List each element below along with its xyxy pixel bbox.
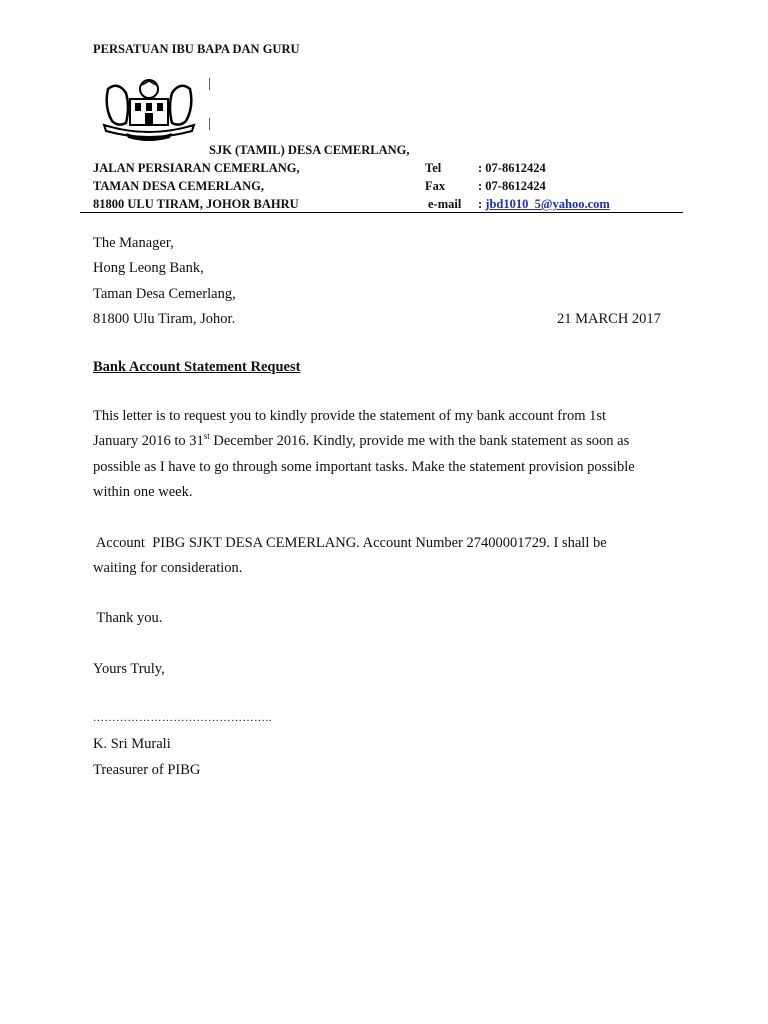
subject-heading: Bank Account Statement Request [93, 359, 301, 375]
crest-icon [98, 75, 200, 141]
paragraph-line: This letter is to request you to kindly provide the statement of my bank account from 1st [93, 408, 607, 424]
email-label: e-mail [428, 197, 462, 211]
address-line: 81800 ULU TIRAM, JOHOR BAHRU [93, 197, 299, 211]
paragraph-line: waiting for consideration. [93, 560, 243, 576]
recipient-line: The Manager, [93, 235, 174, 251]
signer-title: Treasurer of PIBG [93, 762, 201, 778]
paragraph-line: within one week. [93, 484, 193, 500]
divider [209, 78, 210, 90]
text: January 2016 to 31 [93, 433, 204, 449]
recipient-line: Taman Desa Cemerlang, [93, 286, 236, 302]
header-rule [80, 212, 683, 213]
closing-line: Yours Truly, [93, 661, 165, 677]
recipient-line: 81800 Ulu Tiram, Johor. [93, 311, 236, 327]
school-name: SJK (TAMIL) DESA CEMERLANG, [209, 143, 410, 157]
paragraph-line: Account PIBG SJKT DESA CEMERLANG. Account Number 27400001729. I shall be [93, 535, 607, 551]
address-line: JALAN PERSIARAN CEMERLANG, [93, 161, 300, 175]
email-prefix: : [478, 197, 486, 211]
email-field [478, 197, 610, 212]
fax-label: Fax [425, 179, 446, 193]
superscript: st [203, 431, 210, 442]
paragraph-line [93, 433, 629, 450]
signer-name: K. Sri Murali [93, 736, 171, 752]
signature-line: ……………………………………….. [93, 712, 272, 724]
email-link[interactable]: jbd1010_5@yahoo.com [485, 197, 610, 211]
divider [209, 118, 210, 130]
fax-value: : 07-8612424 [478, 179, 546, 193]
tel-label: Tel [425, 161, 442, 175]
thanks-line: Thank you. [93, 610, 163, 626]
text: December 2016. Kindly, provide me with the bank statement as soon as [209, 433, 630, 449]
paragraph-line: possible as I have to go through some important tasks. Make the statement provision possible [93, 459, 635, 475]
letter-date: 21 MARCH 2017 [557, 311, 661, 327]
organization-name: PERSATUAN IBU BAPA DAN GURU [93, 42, 300, 56]
tel-value: : 07-8612424 [478, 161, 546, 175]
address-line: TAMAN DESA CEMERLANG, [93, 179, 264, 193]
recipient-line: Hong Leong Bank, [93, 260, 204, 276]
